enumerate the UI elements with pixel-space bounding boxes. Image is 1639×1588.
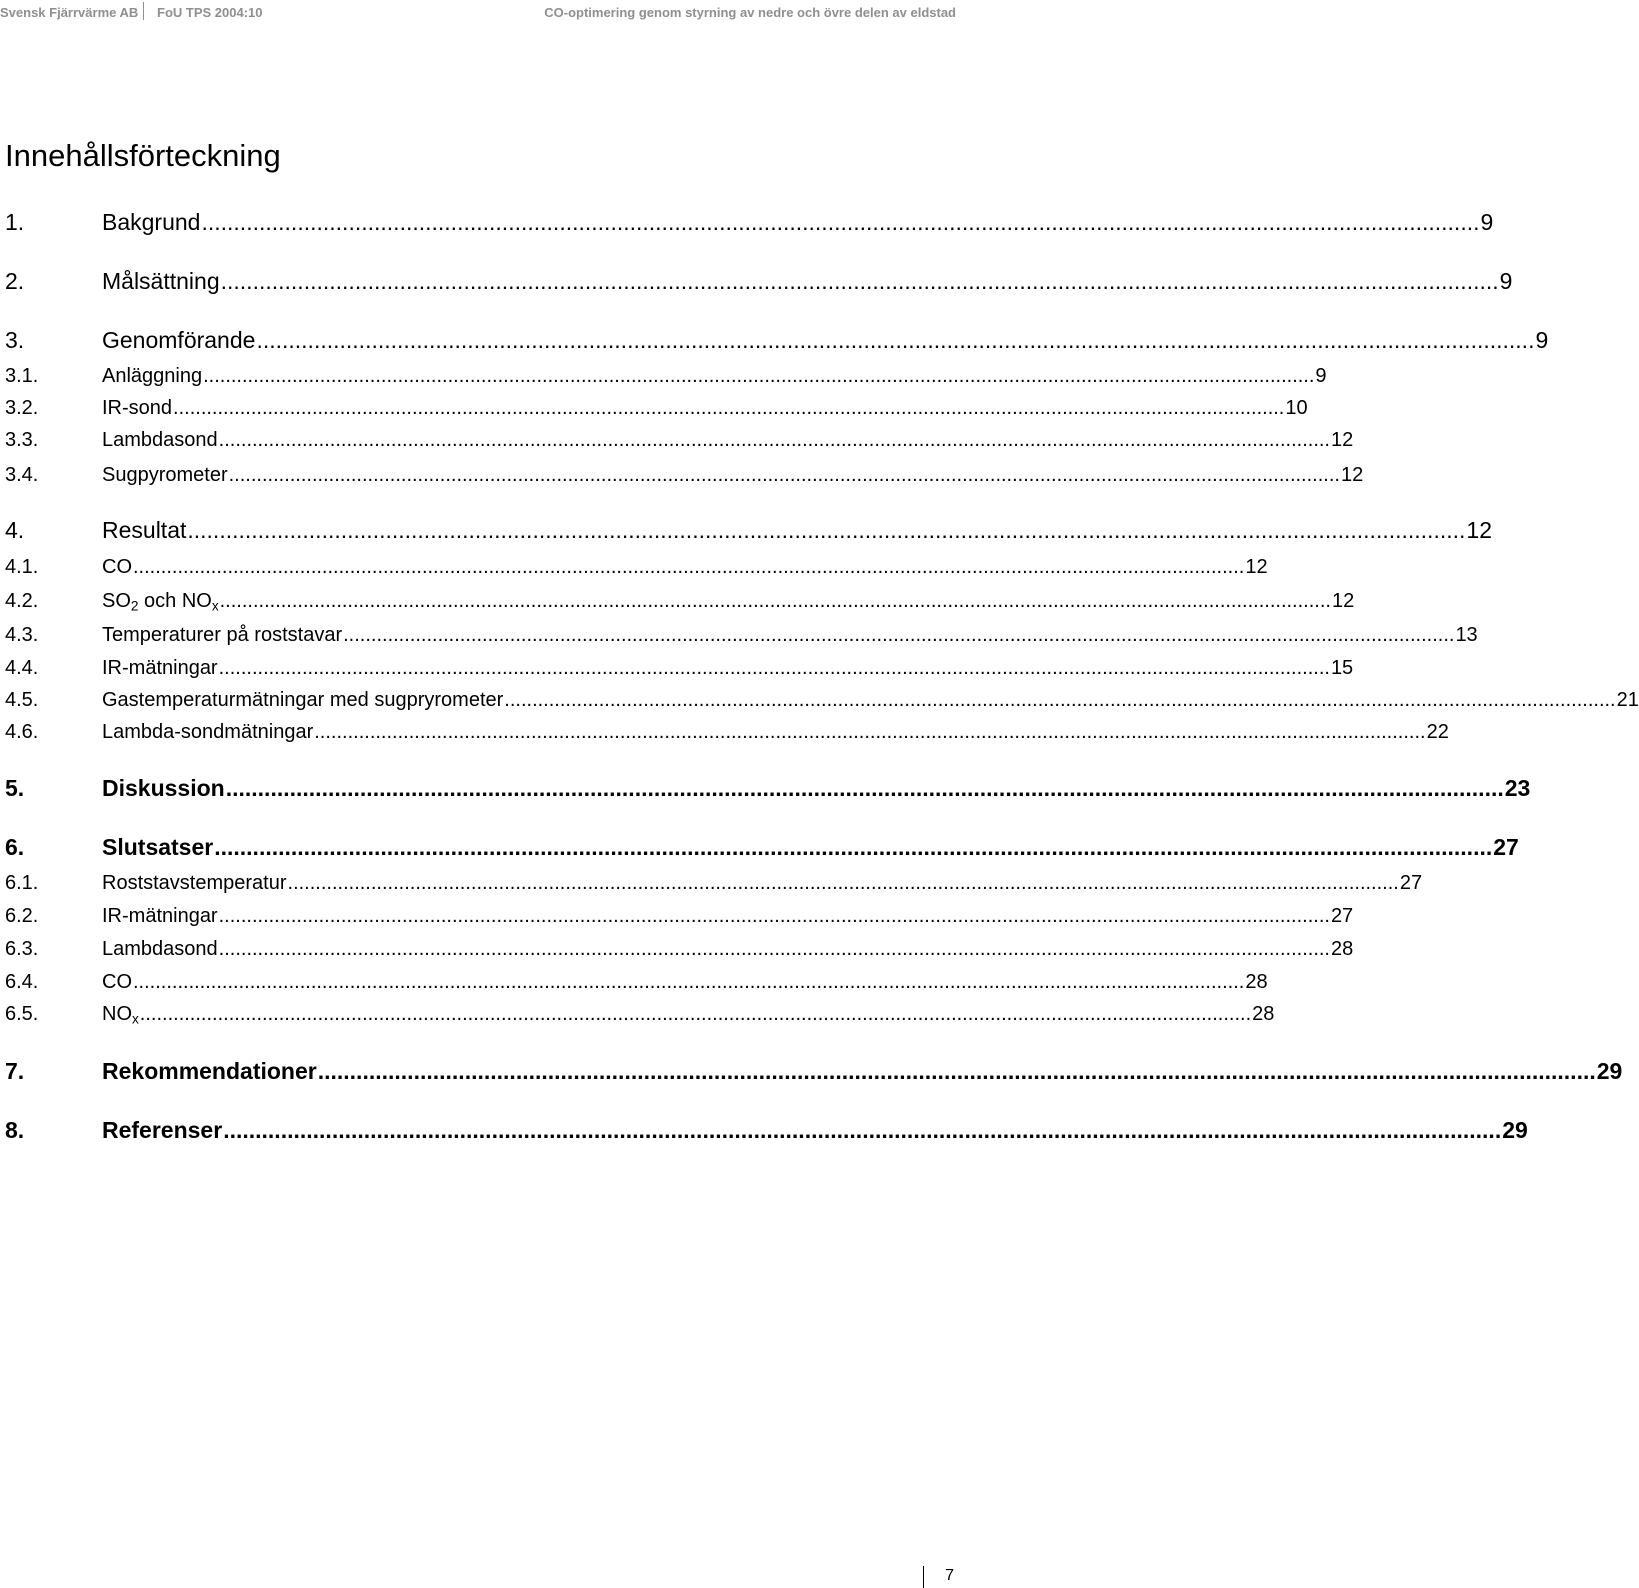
toc-entry-label: Målsättning bbox=[102, 268, 220, 294]
toc-entry-number: 6. bbox=[5, 834, 25, 860]
toc-entry-label: Anläggning bbox=[102, 365, 203, 387]
toc-leader-dots: ........................................................................................................................................................................................................ bbox=[133, 971, 1245, 993]
toc-entry[interactable] bbox=[0, 775, 1531, 804]
toc-subentry[interactable] bbox=[0, 362, 1327, 390]
toc-entry-label: Roststavstemperatur bbox=[102, 872, 287, 894]
toc-entry-page: 12 bbox=[1466, 517, 1492, 543]
toc-entry-label: Sugpyrometer bbox=[102, 464, 228, 486]
page-number-box bbox=[923, 1566, 960, 1588]
toc-entry-page: 23 bbox=[1504, 775, 1531, 801]
toc-entry[interactable] bbox=[0, 1117, 1528, 1146]
toc-leader-dots: ........................................................................................................................................................................................................ bbox=[203, 365, 1315, 387]
toc-leader-dots: ........................................................................................................................................................................................................ bbox=[317, 1058, 1596, 1084]
toc-entry-page: 27 bbox=[1330, 905, 1354, 927]
toc-subentry[interactable] bbox=[0, 461, 1364, 489]
toc-entry[interactable] bbox=[0, 1058, 1623, 1087]
toc-entry-number: 4.6. bbox=[5, 721, 39, 743]
toc-leader-dots: ........................................................................................................................................................................................................ bbox=[218, 429, 1330, 451]
toc-entry[interactable] bbox=[0, 834, 1519, 863]
toc-leader-dots: ........................................................................................................................................................................................................ bbox=[214, 834, 1493, 860]
toc-entry-number: 1. bbox=[5, 209, 25, 235]
toc-subentry[interactable] bbox=[0, 718, 1449, 746]
page-header bbox=[0, 0, 960, 26]
toc-entry-page: 12 bbox=[1331, 590, 1355, 612]
toc-leader-dots: ........................................................................................................................................................................................................ bbox=[218, 657, 1330, 679]
toc-entry-number: 3.1. bbox=[5, 365, 39, 387]
toc-entry-page: 29 bbox=[1502, 1117, 1528, 1143]
toc-leader-dots: ........................................................................................................................................................................................................ bbox=[218, 905, 1330, 927]
toc-entry-label: IR-mätningar bbox=[102, 905, 218, 927]
toc-leader-dots: ........................................................................................................................................................................................................ bbox=[343, 624, 1455, 646]
toc-entry-number: 3. bbox=[5, 327, 25, 353]
toc-entry-page: 29 bbox=[1596, 1058, 1623, 1084]
toc-entry-number: 4.1. bbox=[5, 556, 39, 578]
toc-entry-number: 6.3. bbox=[5, 938, 39, 960]
header-organization: Svensk Fjärrvärme AB bbox=[0, 5, 139, 20]
toc-entry-number: 3.4. bbox=[5, 464, 39, 486]
toc-entry-page: 9 bbox=[1315, 365, 1327, 387]
toc-entry-label: Lambda-sondmätningar bbox=[102, 721, 314, 743]
toc-title: Innehållsförteckning bbox=[5, 138, 281, 173]
header-report-topic: CO-optimering genom styrning av nedre och övre delen av eldstad bbox=[544, 5, 956, 20]
toc-entry[interactable] bbox=[0, 268, 1513, 297]
toc-entry-page: 13 bbox=[1455, 624, 1478, 646]
toc-entry-number: 6.1. bbox=[5, 872, 39, 894]
toc-subentry[interactable] bbox=[0, 686, 1639, 714]
toc-entry-label: Gastemperaturmätningar med sugpryrometer bbox=[102, 689, 504, 711]
toc-subentry[interactable] bbox=[0, 902, 1354, 930]
toc-subentry[interactable] bbox=[0, 935, 1354, 963]
toc-entry-label: Lambdasond bbox=[102, 938, 218, 960]
toc-entry-label: IR-sond bbox=[102, 397, 173, 419]
toc-entry-label: $SO_2$ och $NO_x$ bbox=[102, 590, 219, 614]
toc-entry-page: 27 bbox=[1493, 834, 1519, 860]
toc-leader-dots: ........................................................................................................................................................................................................ bbox=[228, 464, 1340, 486]
toc-subentry[interactable] bbox=[0, 654, 1354, 682]
toc-leader-dots: ........................................................................................................................................................................................................ bbox=[201, 209, 1480, 235]
toc-entry-page: 12 bbox=[1245, 556, 1268, 578]
toc-entry-label: Rekommendationer bbox=[102, 1058, 317, 1084]
toc-entry-page: 9 bbox=[1480, 209, 1494, 235]
toc-entry-number: 3.3. bbox=[5, 429, 39, 451]
toc-entry-number: 5. bbox=[5, 775, 25, 801]
toc-entry-number: 6.5. bbox=[5, 1003, 39, 1025]
toc-entry-number: 4.4. bbox=[5, 657, 39, 679]
toc-entry-label: Diskussion bbox=[102, 775, 225, 801]
toc-leader-dots: ........................................................................................................................................................................................................ bbox=[219, 590, 1331, 612]
toc-entry-number: 7. bbox=[5, 1058, 25, 1084]
toc-entry-page: 21 bbox=[1616, 689, 1639, 711]
toc-entry-number: 3.2. bbox=[5, 397, 39, 419]
toc-leader-dots: ........................................................................................................................................................................................................ bbox=[218, 938, 1330, 960]
toc-entry-label: $NO_x$ bbox=[102, 1003, 139, 1027]
toc-subentry[interactable] bbox=[0, 968, 1268, 996]
toc-entry[interactable] bbox=[0, 517, 1492, 546]
toc-entry-page: 9 bbox=[1535, 327, 1549, 353]
toc-entry-page: 28 bbox=[1245, 971, 1268, 993]
toc-entry-label: Bakgrund bbox=[102, 209, 201, 235]
toc-entry-page: 10 bbox=[1285, 397, 1308, 419]
toc-entry-label: IR-mätningar bbox=[102, 657, 218, 679]
toc-leader-dots: ........................................................................................................................................................................................................ bbox=[139, 1003, 1252, 1025]
toc-entry-page: 22 bbox=[1426, 721, 1449, 743]
toc-entry-label: Slutsatser bbox=[102, 834, 214, 860]
toc-subentry[interactable] bbox=[0, 426, 1354, 454]
toc-leader-dots: ........................................................................................................................................................................................................ bbox=[223, 1117, 1502, 1143]
toc-leader-dots: ........................................................................................................................................................................................................ bbox=[220, 268, 1499, 294]
toc-entry-number: 4.5. bbox=[5, 689, 39, 711]
toc-entry-label: Temperaturer på roststavar bbox=[102, 624, 343, 646]
toc-leader-dots: ........................................................................................................................................................................................................ bbox=[173, 397, 1285, 419]
toc-leader-dots: ........................................................................................................................................................................................................ bbox=[504, 689, 1616, 711]
header-report-number: FoU TPS 2004:10 bbox=[157, 5, 263, 20]
header-divider bbox=[143, 2, 144, 20]
toc-entry-label: Lambdasond bbox=[102, 429, 218, 451]
toc-entry-number: 4.2. bbox=[5, 590, 39, 612]
toc-entry-page: 9 bbox=[1499, 268, 1513, 294]
toc-leader-dots: ........................................................................................................................................................................................................ bbox=[225, 775, 1504, 801]
toc-entry[interactable] bbox=[0, 209, 1494, 238]
toc-entry-number: 6.4. bbox=[5, 971, 39, 993]
toc-entry-label: Referenser bbox=[102, 1117, 223, 1143]
toc-entry-page: 15 bbox=[1330, 657, 1354, 679]
toc-entry-number: 4.3. bbox=[5, 624, 39, 646]
page-number: 7 bbox=[945, 1567, 954, 1584]
toc-subentry[interactable] bbox=[0, 869, 1423, 897]
toc-leader-dots: ........................................................................................................................................................................................................ bbox=[314, 721, 1426, 743]
toc-entry-page: 12 bbox=[1340, 464, 1364, 486]
toc-subentry[interactable] bbox=[0, 587, 1355, 615]
toc-entry-label: Resultat bbox=[102, 517, 187, 543]
toc-entry[interactable] bbox=[0, 327, 1549, 356]
toc-subentry[interactable] bbox=[0, 553, 1268, 581]
toc-entry-label: CO bbox=[102, 971, 132, 993]
toc-leader-dots: ........................................................................................................................................................................................................ bbox=[256, 327, 1535, 353]
toc-entry-number: 2. bbox=[5, 268, 25, 294]
toc-entry-label: Genomförande bbox=[102, 327, 256, 353]
toc-subentry[interactable] bbox=[0, 394, 1308, 422]
toc-entry-label: CO bbox=[102, 556, 132, 578]
toc-entry-page: 28 bbox=[1252, 1003, 1275, 1025]
toc-entry-number: 8. bbox=[5, 1117, 25, 1143]
toc-leader-dots: ........................................................................................................................................................................................................ bbox=[133, 556, 1245, 578]
toc-leader-dots: ........................................................................................................................................................................................................ bbox=[287, 872, 1399, 894]
toc-entry-page: 12 bbox=[1330, 429, 1354, 451]
toc-subentry[interactable] bbox=[0, 1000, 1275, 1028]
toc-entry-page: 27 bbox=[1399, 872, 1423, 894]
toc-leader-dots: ........................................................................................................................................................................................................ bbox=[187, 517, 1466, 543]
toc-entry-number: 4. bbox=[5, 517, 25, 543]
toc-entry-page: 28 bbox=[1330, 938, 1354, 960]
toc-subentry[interactable] bbox=[0, 621, 1478, 649]
toc-entry-number: 6.2. bbox=[5, 905, 39, 927]
